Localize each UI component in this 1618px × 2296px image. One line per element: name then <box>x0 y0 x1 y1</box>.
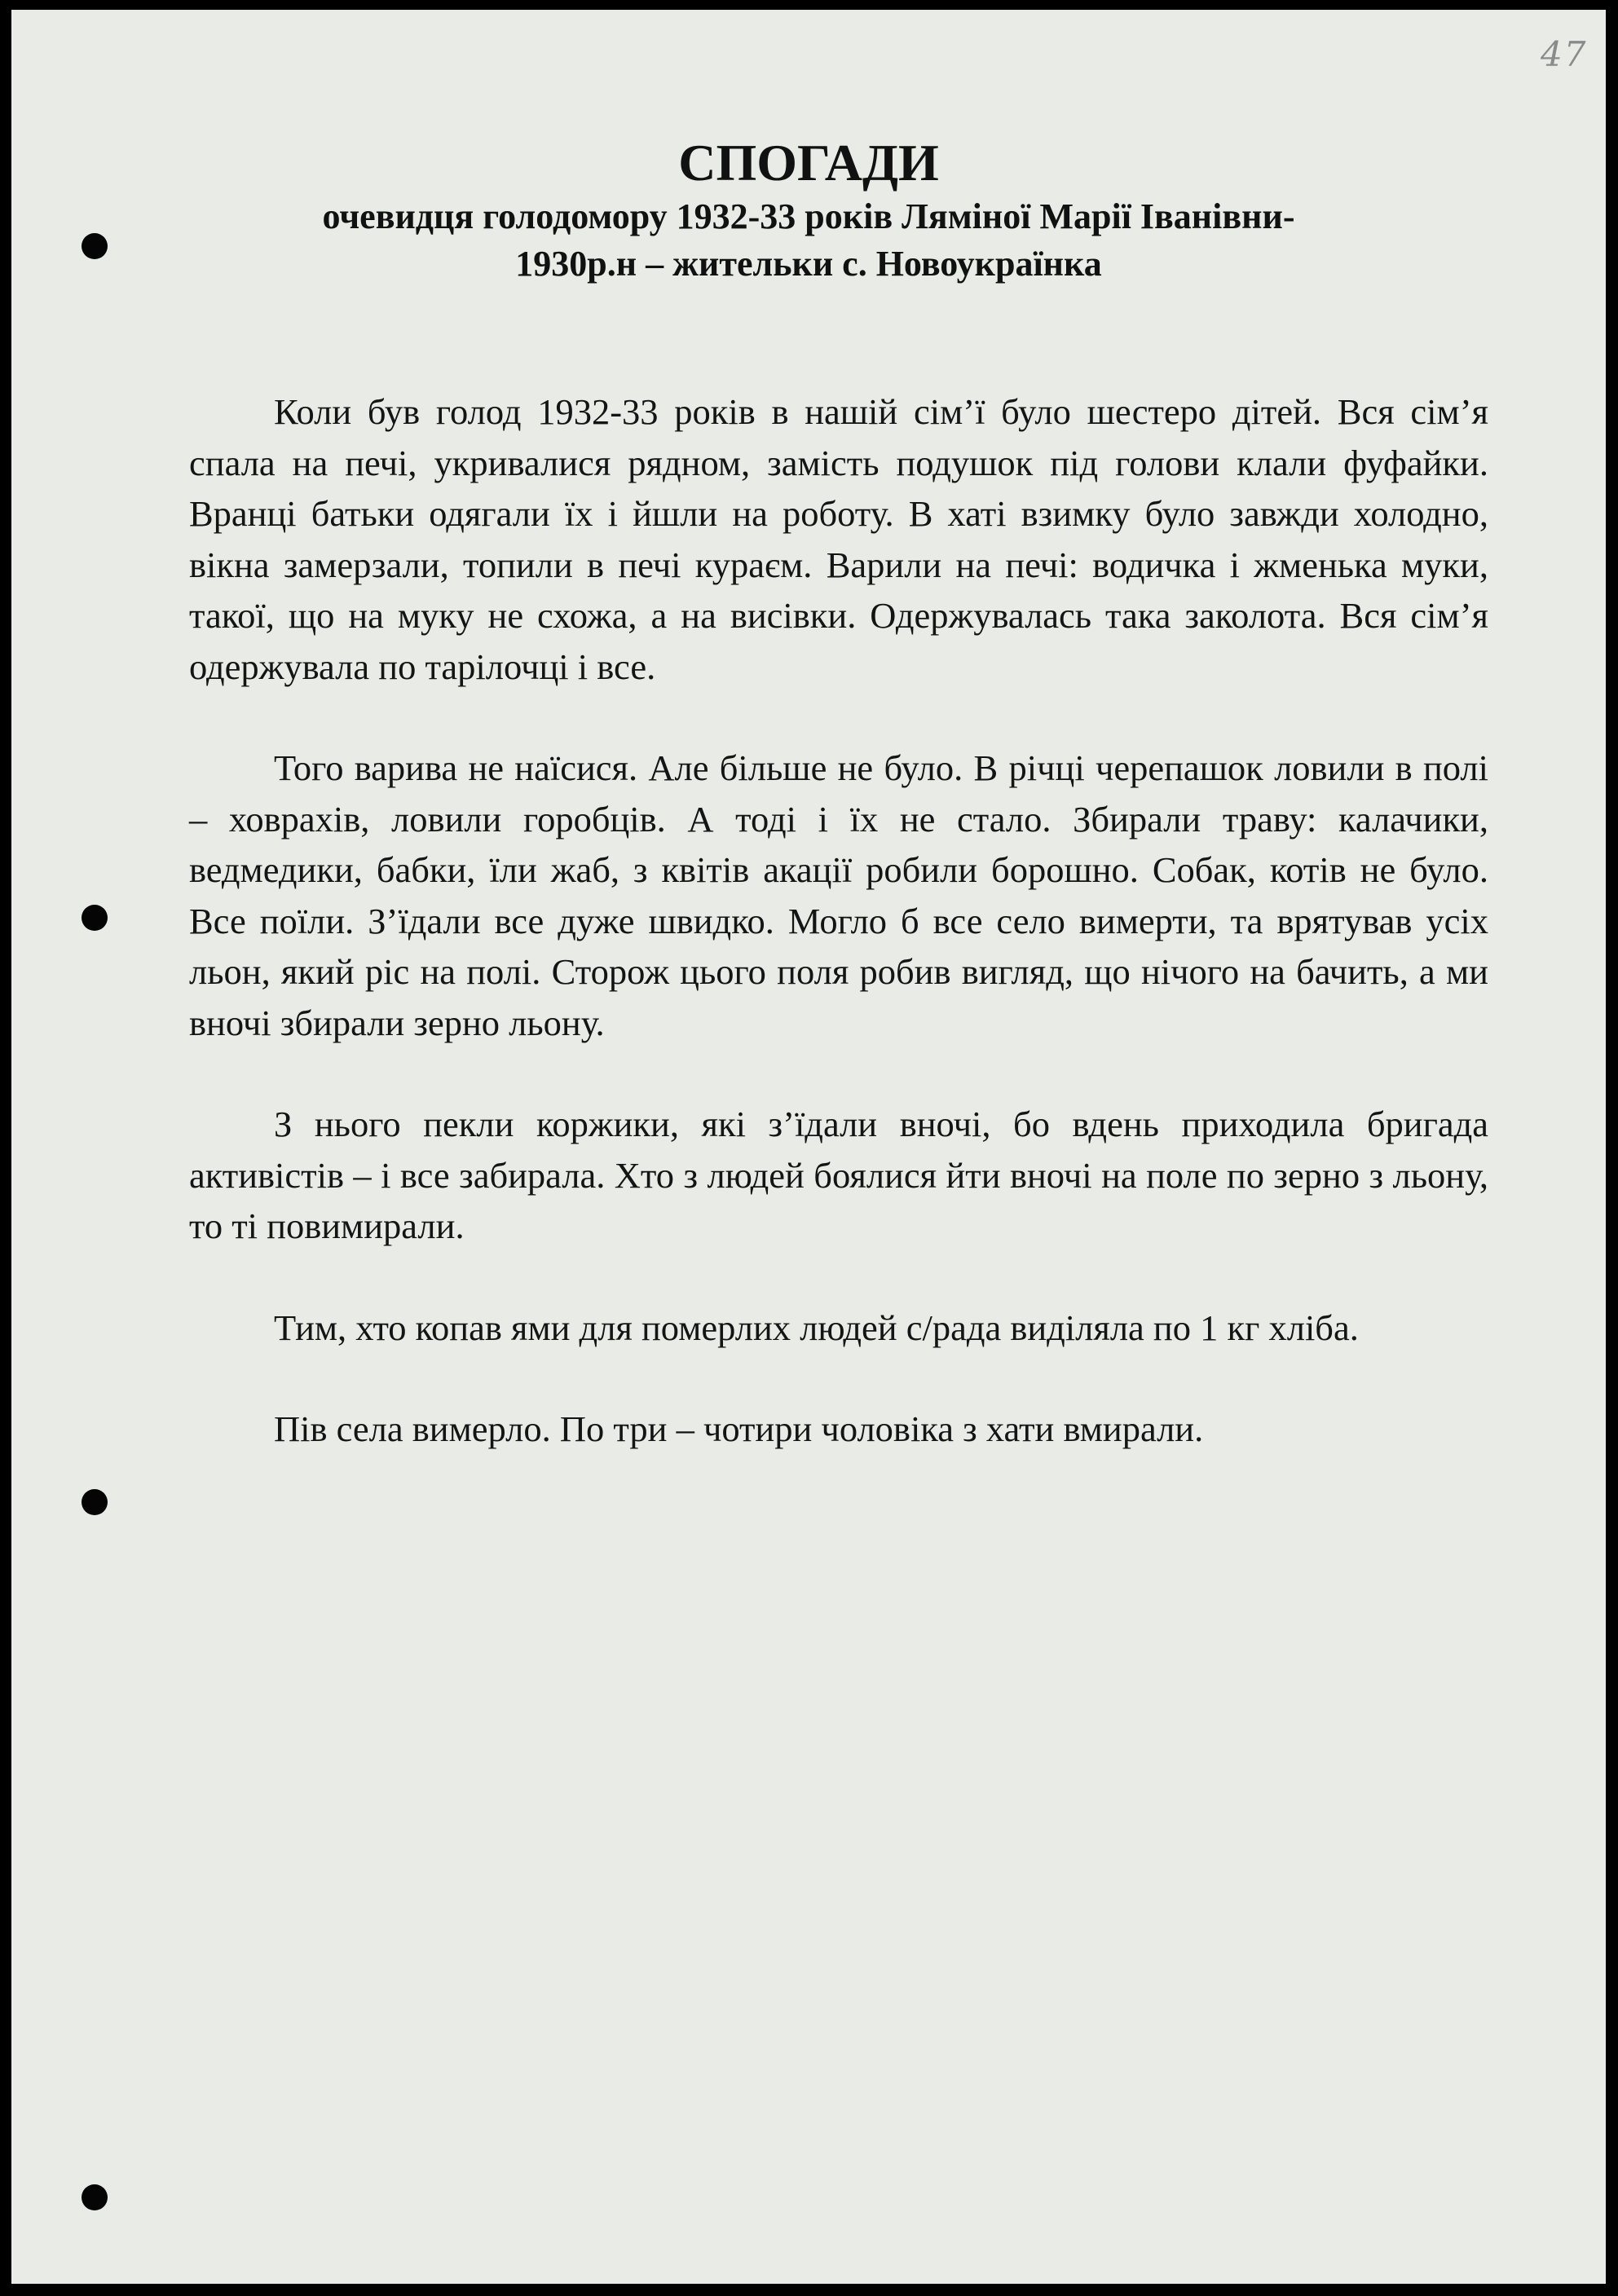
punch-hole <box>82 1489 108 1515</box>
document-page <box>11 10 1606 2284</box>
document-body <box>189 386 1488 1505</box>
paragraph: Тим, хто копав ями для померлих людей с/рада виділяла по 1 кг хліба. <box>274 1307 1359 1348</box>
document-subtitle-line-2: 1930р.н – жительки с. Новоукраїнка <box>515 244 1102 284</box>
paragraph: Того варива не наїсися. Але більше не було. В річці черепашок ловили в полі – ховрахів, ловили горобців. А тоді і їх не стало. Збирали траву: калачики, ведмедики, бабки, їли жаб, з квітів акації робили борошно. Собак, котів не було. Все поїли. З’їдали все дуже швидко. Могло б все село вимерти, та врятував усіх льон, який ріс на полі. Сторож цього поля робив вигляд, що нічого на бачить, а ми вночі збирали зерно льону. <box>189 747 1488 1043</box>
punch-hole <box>82 905 108 931</box>
document-heading <box>11 134 1606 287</box>
document-subtitle-line-1: очевидця голодомору 1932-33 років Ляміної Марії Іванівни- <box>322 196 1295 236</box>
paragraph: З нього пекли коржики, які з’їдали вночі, бо вдень приходила бригада активістів – і все забирала. Хто з людей боялися йти вночі на поле по зерно з льону, то ті повимирали. <box>189 1104 1488 1246</box>
paragraph: Коли був голод 1932-33 років в нашій сім’ї було шестеро дітей. Вся сім’я спала на печі, укривалися рядном, замість подушок під голови клали фуфайки. Вранці батьки одягали їх і йшли на роботу. В хаті взимку було завжди холодно, вікна замерзали, топили в печі кураєм. Варили на печі: водичка і жменька муки, такої, що на муку не схожа, а на висівки. Одержувалась така заколота. Вся сім’я одержувала по тарілочці і все. <box>189 391 1488 687</box>
handwritten-page-number: 47 <box>1541 34 1588 74</box>
punch-hole <box>82 2184 108 2210</box>
document-title: СПОГАДИ <box>678 134 939 192</box>
paragraph: Пів села вимерло. По три – чотири чоловіка з хати вмирали. <box>274 1408 1204 1449</box>
